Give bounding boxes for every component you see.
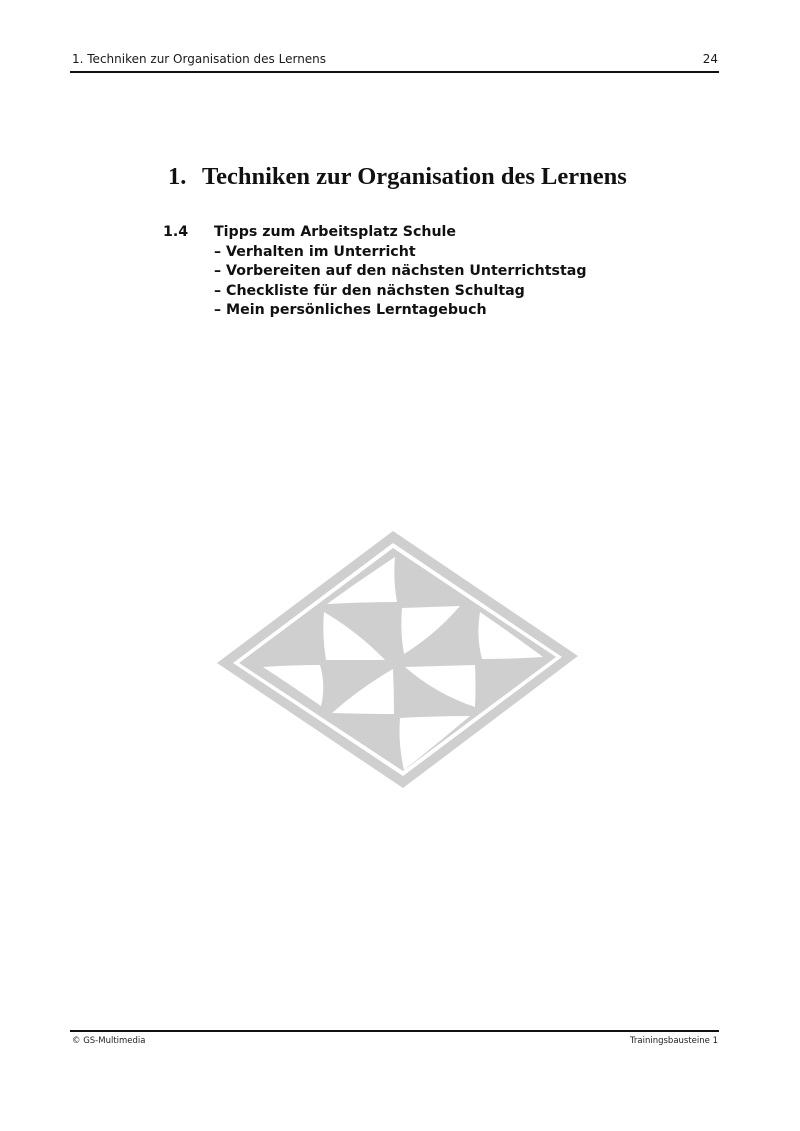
- section-item: – Checkliste für den nächsten Schultag: [214, 282, 525, 299]
- section-number: 1.4: [163, 224, 189, 240]
- section-item: – Mein persönliches Lerntagebuch: [214, 302, 487, 318]
- chapter-number: 1.: [168, 163, 187, 190]
- footer-rule: [70, 1030, 719, 1032]
- footer-series: Trainingsbausteine 1: [629, 1036, 718, 1046]
- section-title: Tipps zum Arbeitsplatz Schule: [214, 224, 457, 240]
- footer-copyright: © GS-Multimedia: [72, 1036, 146, 1046]
- section-item: – Vorbereiten auf den nächsten Unterrichtstag: [214, 263, 587, 279]
- page-footer: [72, 1036, 718, 1046]
- chapter-title-text: Techniken zur Organisation des Lernens: [202, 163, 627, 190]
- page-number: 24: [702, 52, 718, 66]
- section-item: – Verhalten im Unterricht: [214, 243, 416, 260]
- running-title: 1. Techniken zur Organisation des Lernens: [72, 52, 327, 66]
